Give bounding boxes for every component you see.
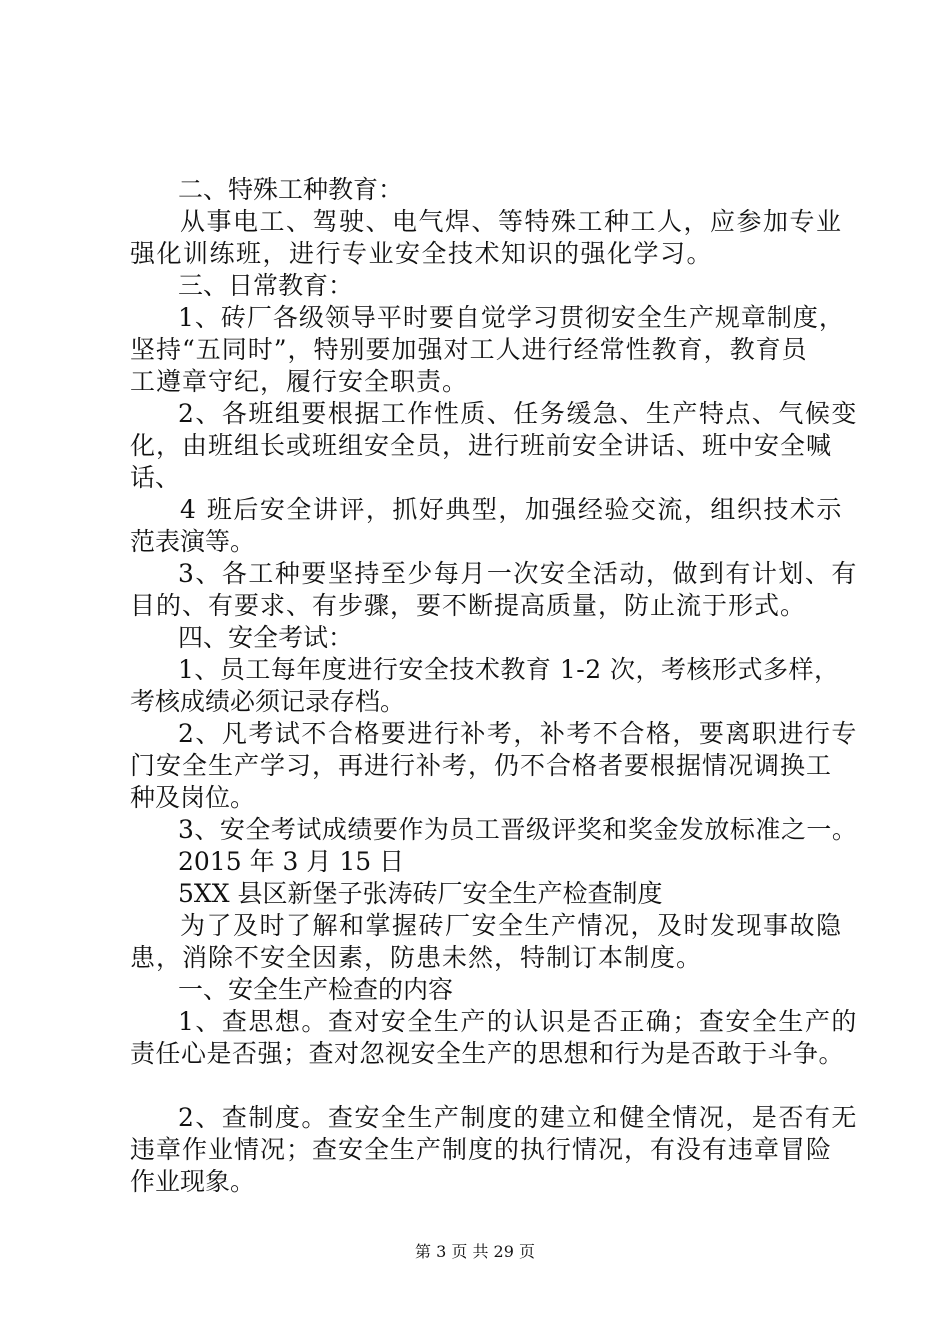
document-date: 2015 年 3 月 15 日 bbox=[178, 847, 405, 876]
paragraph-line: 话、 bbox=[130, 463, 181, 492]
heading-inspection-content: 一、安全生产检查的内容 bbox=[178, 975, 454, 1004]
paragraph-line: 3、各工种要坚持至少每月一次安全活动，做到有计划、有 bbox=[178, 559, 858, 588]
document-title: 5XX 县区新堡子张涛砖厂安全生产检查制度 bbox=[178, 879, 663, 908]
paragraph-line: 化，由班组长或班组安全员，进行班前安全讲话、班中安全喊 bbox=[130, 431, 833, 460]
paragraph-line: 坚持“五同时”，特别要加强对工人进行经常性教育，教育员 bbox=[130, 335, 808, 364]
paragraph-line: 工遵章守纪，履行安全职责。 bbox=[130, 367, 469, 396]
paragraph-line: 种及岗位。 bbox=[130, 783, 256, 812]
heading-special-training: 二、特殊工种教育： bbox=[178, 175, 404, 204]
paragraph-line: 2、凡考试不合格要进行补考，补考不合格，要离职进行专 bbox=[178, 719, 858, 748]
paragraph-line: 违章作业情况；查安全生产制度的执行情况，有没有违章冒险 bbox=[130, 1135, 833, 1164]
paragraph-line: 1、砖厂各级领导平时要自觉学习贯彻安全生产规章制度， bbox=[178, 303, 845, 332]
paragraph-line: 3、安全考试成绩要作为员工晋级评奖和奖金发放标准之一。 bbox=[178, 815, 858, 844]
paragraph-line: 责任心是否强；查对忽视安全生产的思想和行为是否敢于斗争。 bbox=[130, 1039, 845, 1068]
paragraph-line: 作业现象。 bbox=[130, 1167, 256, 1196]
paragraph-line: 强化训练班，进行专业安全技术知识的强化学习。 bbox=[130, 239, 714, 268]
paragraph-line: 1、查思想。查对安全生产的认识是否正确；查安全生产的 bbox=[178, 1007, 858, 1036]
paragraph-line: 从事电工、驾驶、电气焊、等特殊工种工人，应参加专业 bbox=[180, 207, 843, 236]
paragraph-line: 1、员工每年度进行安全技术教育 1-2 次，考核形式多样， bbox=[178, 655, 840, 684]
paragraph-line: 4 班后安全讲评，抓好典型，加强经验交流，组织技术示 bbox=[180, 495, 843, 524]
page-footer: 第 3 页 共 29 页 bbox=[415, 1242, 535, 1261]
paragraph-line: 考核成绩必须记录存档。 bbox=[130, 687, 406, 716]
heading-safety-exam: 四、安全考试： bbox=[178, 623, 354, 652]
paragraph-line: 门安全生产学习，再进行补考，仍不合格者要根据情况调换工 bbox=[130, 751, 833, 780]
paragraph-line: 2、各班组要根据工作性质、任务缓急、生产特点、气候变 bbox=[178, 399, 858, 428]
paragraph-line: 范表演等。 bbox=[130, 527, 256, 556]
paragraph-line: 目的、有要求、有步骤，要不断提高质量，防止流于形式。 bbox=[130, 591, 807, 620]
heading-daily-education: 三、日常教育： bbox=[178, 271, 354, 300]
paragraph-line: 为了及时了解和掌握砖厂安全生产情况，及时发现事故隐 bbox=[180, 911, 843, 940]
paragraph-line: 患，消除不安全因素，防患未然，特制订本制度。 bbox=[130, 943, 703, 972]
paragraph-line: 2、查制度。查安全生产制度的建立和健全情况，是否有无 bbox=[178, 1103, 858, 1132]
